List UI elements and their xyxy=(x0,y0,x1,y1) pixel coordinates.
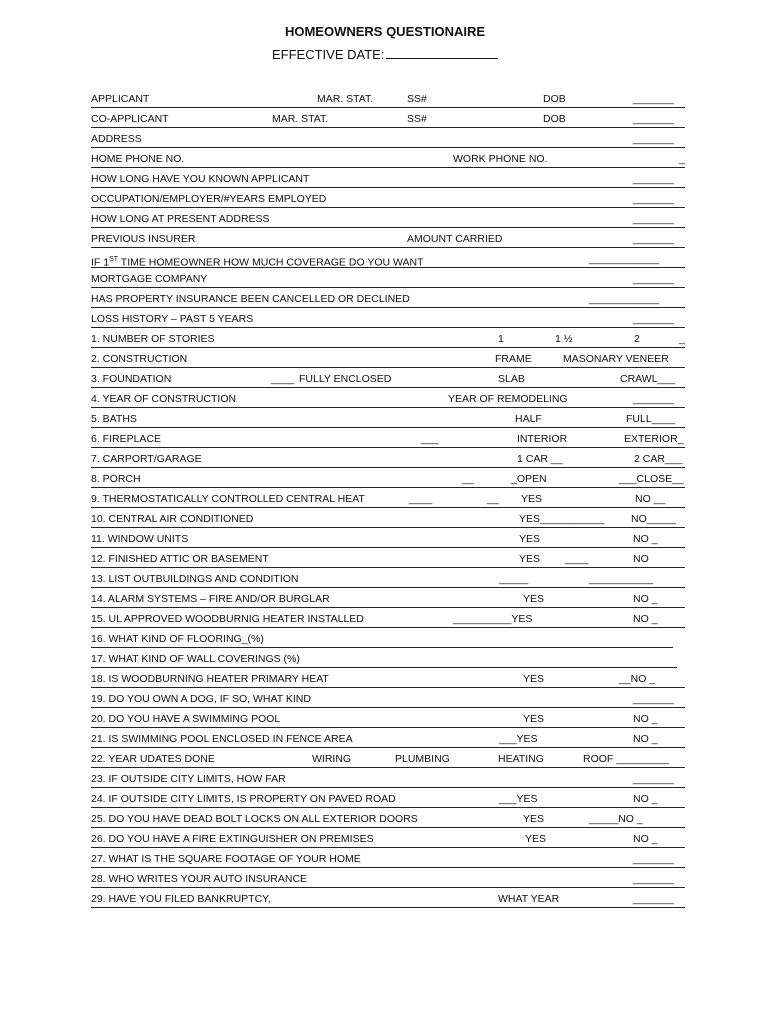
question-label: 7. CARPORT/GARAGE xyxy=(91,453,202,465)
effective-date[interactable] xyxy=(272,46,498,62)
loss-history-row[interactable] xyxy=(91,312,685,328)
blank: _ xyxy=(679,153,685,165)
alarm-row[interactable] xyxy=(91,592,685,608)
option-no: _____NO _ xyxy=(589,813,643,825)
blank: _______ xyxy=(633,393,674,405)
effective-date-blank[interactable] xyxy=(386,46,498,59)
applicant-label: APPLICANT xyxy=(91,93,150,105)
question-label: 15. UL APPROVED WOODBURNIG HEATER INSTALLED xyxy=(91,613,364,625)
option-slab: SLAB xyxy=(498,373,525,385)
blank: _______ xyxy=(633,273,674,285)
mar-stat-label: MAR. STAT. xyxy=(272,113,329,125)
blank: _______ xyxy=(633,133,674,145)
option-no: NO _ xyxy=(633,533,658,545)
known-applicant-label: HOW LONG HAVE YOU KNOWN APPLICANT xyxy=(91,173,310,185)
option-no: __NO _ xyxy=(619,673,656,685)
option-2: 2 xyxy=(634,333,640,345)
question-label: 9. THERMOSTATICALLY CONTROLLED CENTRAL HEAT xyxy=(91,493,365,505)
bankruptcy-row[interactable] xyxy=(91,892,685,908)
question-label: 26. DO YOU HAVE A FIRE EXTINGUISHER ON PREMISES xyxy=(91,833,374,845)
option-plumbing: PLUMBING xyxy=(395,753,450,765)
construction-row[interactable] xyxy=(91,352,685,368)
question-label: 11. WINDOW UNITS xyxy=(91,533,189,545)
option-no: NO _ xyxy=(633,833,658,845)
applicant-row[interactable] xyxy=(91,92,685,108)
question-label: 8. PORCH xyxy=(91,473,141,485)
option-yes: YES___________ xyxy=(519,513,605,525)
option-1-car: 1 CAR __ xyxy=(517,453,563,465)
mortgage-label: MORTGAGE COMPANY xyxy=(91,273,208,285)
present-address-label: HOW LONG AT PRESENT ADDRESS xyxy=(91,213,270,225)
option-fully-enclosed: FULLY ENCLOSED xyxy=(299,373,392,385)
question-label: 5. BATHS xyxy=(91,413,137,425)
blank: _______ xyxy=(633,233,674,245)
question-label: 19. DO YOU OWN A DOG, IF SO, WHAT KIND xyxy=(91,693,311,705)
dead-bolt-row[interactable] xyxy=(91,812,685,828)
question-label: 2. CONSTRUCTION xyxy=(91,353,188,365)
option-open: _OPEN xyxy=(511,473,547,485)
option-roof: ROOF _________ xyxy=(583,753,669,765)
blank: _______ xyxy=(633,693,674,705)
blank: _______ xyxy=(633,873,674,885)
amount-carried-label: AMOUNT CARRIED xyxy=(407,233,503,245)
question-label: 14. ALARM SYSTEMS – FIRE AND/OR BURGLAR xyxy=(91,593,330,605)
option-full: FULL____ xyxy=(626,413,676,425)
option-half: HALF xyxy=(515,413,542,425)
option-interior: INTERIOR xyxy=(517,433,568,445)
blank: _____ xyxy=(499,573,529,585)
ss-label: SS# xyxy=(407,113,427,125)
option-wiring: WIRING xyxy=(312,753,352,765)
option-yes: ___YES xyxy=(499,793,538,805)
attic-row[interactable] xyxy=(91,552,685,568)
swimming-pool-row[interactable] xyxy=(91,712,685,728)
blank: _______ xyxy=(633,93,674,105)
blank: _______ xyxy=(633,893,674,905)
cancelled-row[interactable] xyxy=(91,292,685,308)
option-yes: YES xyxy=(525,833,547,845)
blank: _______ xyxy=(633,113,674,125)
option-no: NO _ xyxy=(633,733,658,745)
phone-row[interactable] xyxy=(91,152,685,168)
baths-row[interactable] xyxy=(91,412,685,428)
previous-insurer-row[interactable] xyxy=(91,232,685,248)
question-label: 21. IS SWIMMING POOL ENCLOSED IN FENCE AREA xyxy=(91,733,353,745)
blank: _______ xyxy=(633,213,674,225)
outbuildings-row[interactable] xyxy=(91,572,685,588)
blank: _______ xyxy=(633,193,674,205)
option-yes: YES xyxy=(523,713,545,725)
known-applicant-row[interactable] xyxy=(91,172,685,188)
question-label: 29. HAVE YOU FILED BANKRUPTCY, xyxy=(91,893,271,905)
blank: ____________ xyxy=(589,293,660,305)
option-no: NO __ xyxy=(635,493,666,505)
primary-heat-row[interactable] xyxy=(91,672,685,688)
option-2-car: 2 CAR___ xyxy=(634,453,683,465)
question-label: 25. DO YOU HAVE DEAD BOLT LOCKS ON ALL EXTERIOR DOORS xyxy=(91,813,418,825)
dob-label: DOB xyxy=(543,93,566,105)
woodburning-heater-row[interactable] xyxy=(91,612,685,628)
option-heating: HEATING xyxy=(498,753,544,765)
ss-label: SS# xyxy=(407,93,427,105)
question-label: 17. WHAT KIND OF WALL COVERINGS (%) xyxy=(91,653,300,665)
blank: ____ xyxy=(565,553,589,565)
blank: ____________ xyxy=(589,253,660,265)
question-label: 23. IF OUTSIDE CITY LIMITS, HOW FAR xyxy=(91,773,286,785)
option-crawl: CRAWL___ xyxy=(620,373,676,385)
option-yes: YES xyxy=(523,593,545,605)
option-no: NO _ xyxy=(633,793,658,805)
co-applicant-label: CO-APPLICANT xyxy=(91,113,169,125)
question-label: 27. WHAT IS THE SQUARE FOOTAGE OF YOUR HOME xyxy=(91,853,361,865)
question-label: 16. WHAT KIND OF FLOORING_(%) xyxy=(91,633,264,645)
option-no: NO _ xyxy=(633,613,658,625)
question-label: 28. WHO WRITES YOUR AUTO INSURANCE xyxy=(91,873,308,885)
blank: _ xyxy=(679,333,685,345)
carport-row[interactable] xyxy=(91,452,685,468)
question-label: 6. FIREPLACE xyxy=(91,433,162,445)
year-remodeling-label: YEAR OF REMODELING xyxy=(448,393,568,405)
stories-row[interactable] xyxy=(91,332,685,348)
option-yes: YES xyxy=(521,493,543,505)
first-time-row[interactable] xyxy=(91,252,685,268)
question-label: 4. YEAR OF CONSTRUCTION xyxy=(91,393,237,405)
option-1: 1 xyxy=(498,333,504,345)
blank: ___________ xyxy=(589,573,654,585)
option-yes: YES xyxy=(523,673,545,685)
address-row[interactable] xyxy=(91,132,685,148)
cancelled-label: HAS PROPERTY INSURANCE BEEN CANCELLED OR DECLINED xyxy=(91,293,410,305)
porch-row[interactable] xyxy=(91,472,685,488)
dob-label: DOB xyxy=(543,113,566,125)
option-yes: YES xyxy=(523,813,545,825)
foundation-row[interactable] xyxy=(91,372,685,388)
form-title: HOMEOWNERS QUESTIONAIRE xyxy=(284,24,486,39)
square-footage-row[interactable] xyxy=(91,852,685,868)
window-units-row[interactable] xyxy=(91,532,685,548)
home-phone-label: HOME PHONE NO. xyxy=(91,153,185,165)
blank: _______ xyxy=(633,173,674,185)
pool-fence-row[interactable] xyxy=(91,732,685,748)
question-label: 1. NUMBER OF STORIES xyxy=(91,333,215,345)
flooring-row[interactable] xyxy=(91,632,673,648)
mar-stat-label: MAR. STAT. xyxy=(317,93,374,105)
address-label: ADDRESS xyxy=(91,133,142,145)
question-label: 3. FOUNDATION xyxy=(91,373,172,385)
question-label: 22. YEAR UDATES DONE xyxy=(91,753,215,765)
option-exterior: EXTERIOR_ xyxy=(624,433,684,445)
question-label: 12. FINISHED ATTIC OR BASEMENT xyxy=(91,553,269,565)
question-label: 10. CENTRAL AIR CONDITIONED xyxy=(91,513,254,525)
paved-road-row[interactable] xyxy=(91,792,685,808)
blank: ____ xyxy=(271,373,295,385)
co-applicant-row[interactable] xyxy=(91,112,685,128)
option-masonary: MASONARY VENEER xyxy=(563,353,669,365)
blank: _______ xyxy=(633,853,674,865)
option-yes: YES xyxy=(519,533,541,545)
work-phone-label: WORK PHONE NO. xyxy=(453,153,548,165)
question-label: 20. DO YOU HAVE A SWIMMING POOL xyxy=(91,713,281,725)
what-year-label: WHAT YEAR xyxy=(498,893,560,905)
year-construction-row[interactable] xyxy=(91,392,685,408)
auto-insurance-row[interactable] xyxy=(91,872,685,888)
option-yes: __________YES xyxy=(453,613,533,625)
option-no: NO _ xyxy=(633,593,658,605)
fireplace-row[interactable] xyxy=(91,432,685,448)
effective-date-label: EFFECTIVE DATE: xyxy=(272,47,385,62)
central-air-row[interactable] xyxy=(91,512,685,528)
option-no: NO_____ xyxy=(631,513,676,525)
blank: ___ xyxy=(421,433,439,445)
dog-row[interactable] xyxy=(91,692,685,708)
occupation-row[interactable] xyxy=(91,192,685,208)
question-label: 18. IS WOODBURNING HEATER PRIMARY HEAT xyxy=(91,673,329,685)
question-label: 24. IF OUTSIDE CITY LIMITS, IS PROPERTY ON PAVED ROAD xyxy=(91,793,396,805)
city-limits-row[interactable] xyxy=(91,772,685,788)
mortgage-row[interactable] xyxy=(91,272,685,288)
updates-row[interactable] xyxy=(91,752,685,768)
occupation-label: OCCUPATION/EMPLOYER/#YEARS EMPLOYED xyxy=(91,193,327,205)
first-time-label: IF 1ST TIME HOMEOWNER HOW MUCH COVERAGE DO YOU WANT xyxy=(91,256,424,269)
option-no: NO _ xyxy=(633,713,658,725)
central-heat-row[interactable] xyxy=(91,492,685,508)
option-1-half: 1 ½ xyxy=(555,333,573,345)
present-address-row[interactable] xyxy=(91,212,685,228)
option-no: NO xyxy=(633,553,649,565)
wall-coverings-row[interactable] xyxy=(91,652,677,668)
blank: ____ xyxy=(409,493,433,505)
option-yes: YES xyxy=(519,553,541,565)
option-close: ___CLOSE__ xyxy=(619,473,684,485)
loss-history-label: LOSS HISTORY – PAST 5 YEARS xyxy=(91,313,254,325)
previous-insurer-label: PREVIOUS INSURER xyxy=(91,233,196,245)
blank: _______ xyxy=(633,313,674,325)
option-yes: ___YES xyxy=(499,733,538,745)
blank: __ xyxy=(462,473,474,485)
question-label: 13. LIST OUTBUILDINGS AND CONDITION xyxy=(91,573,299,585)
blank: _______ xyxy=(633,773,674,785)
blank: __ xyxy=(487,493,499,505)
option-frame: FRAME xyxy=(495,353,532,365)
extinguisher-row[interactable] xyxy=(91,832,685,848)
